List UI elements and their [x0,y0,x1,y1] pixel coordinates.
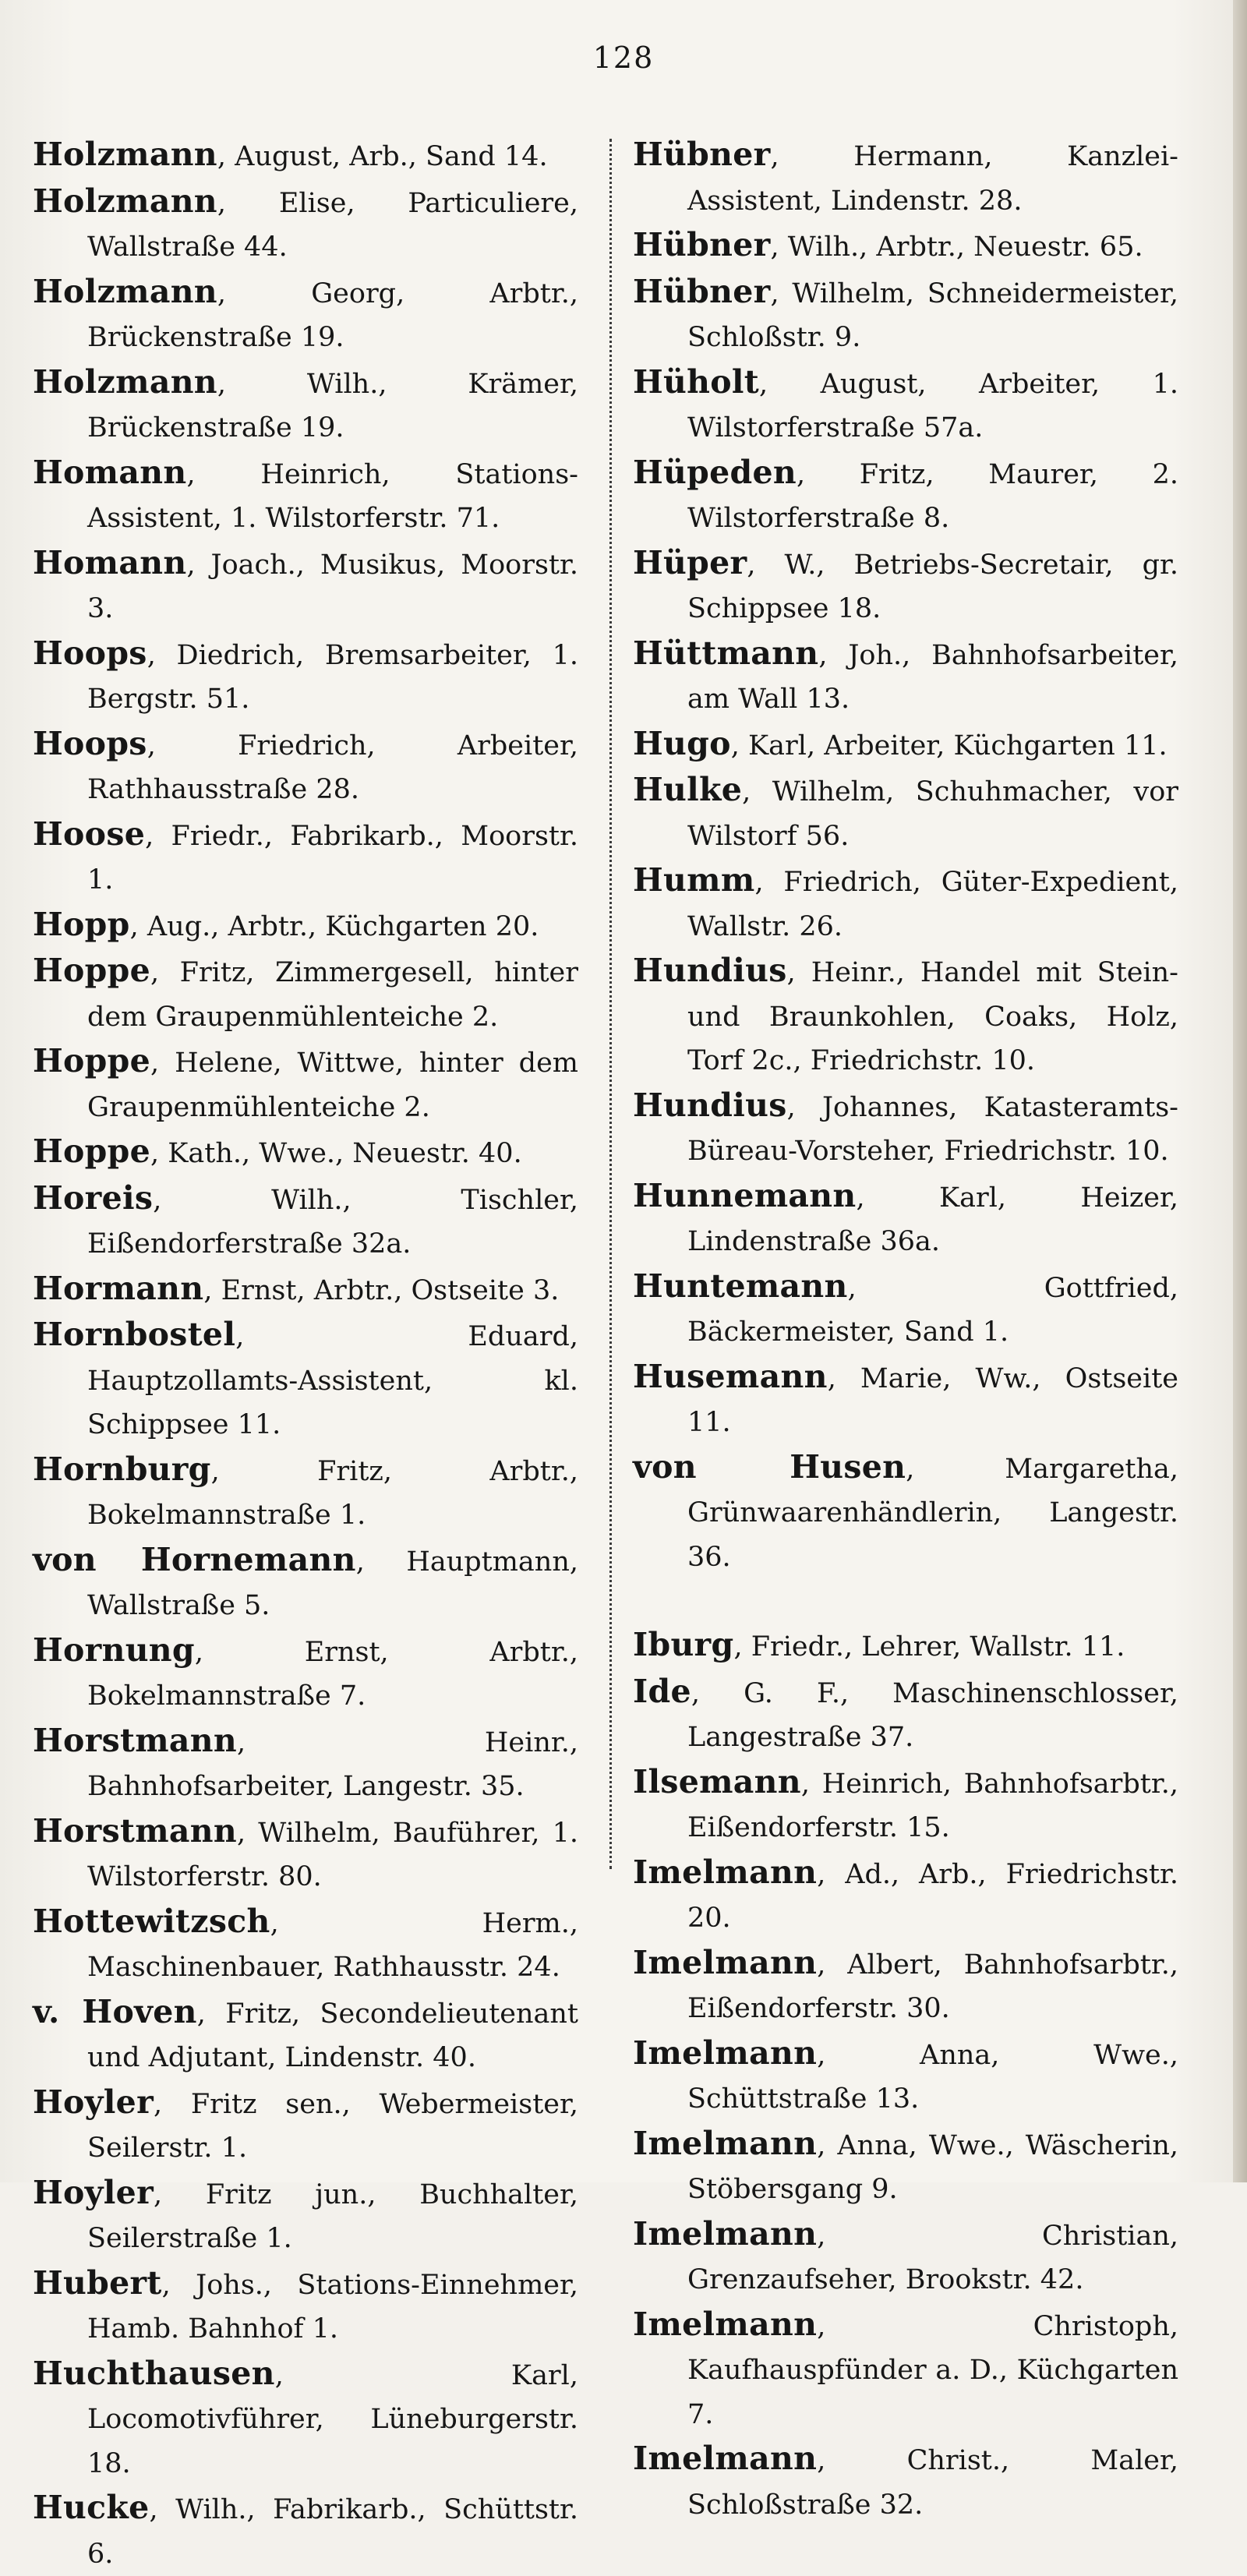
directory-entry [33,360,578,451]
entry-surname: Hormann [33,1269,204,1307]
entry-surname: Horstmann [33,1811,237,1850]
directory-entry [33,179,578,270]
column-divider [609,139,612,1869]
entry-details: , Helene, Wittwe, hinter dem Graupenmühlenteiche 2. [87,1048,578,1123]
directory-entry [633,1174,1178,1264]
entry-surname: Hoose [33,814,146,853]
entry-details: , Anna, Wwe., Wäscherin, Stöbersgang 9. [687,2129,1178,2205]
entry-details: , Diedrich, Bremsarbeiter, 1. Bergstr. 51. [87,639,578,715]
directory-entry [33,1628,578,1719]
entry-details: , Hermann, Kanzlei-Assistent, Lindenstr. 28. [687,141,1178,217]
directory-entry [633,768,1178,858]
entry-surname: Hüholt [633,362,760,401]
entry-surname: Hornung [33,1631,195,1669]
entry-details: , Joh., Bahnhofsarbeiter, am Wall 13. [687,639,1178,715]
directory-entry [633,858,1178,949]
entry-surname: Holzmann [33,136,217,173]
entry-surname: Hoyler [33,2083,154,2121]
right-column [633,133,1178,2527]
directory-entry [633,631,1178,722]
directory-entry [633,722,1178,769]
entry-details: , Margaretha, Grünwaarenhändlerin, Langestr. 36. [687,1453,1179,1573]
entry-surname: Imelmann [633,2214,818,2253]
entry-details: , Friedr., Lehrer, Wallstr. 11. [733,1631,1125,1663]
entry-details: , Wilhelm, Bauführer, 1. Wilstorferstr. 80. [87,1817,578,1892]
directory-entry [33,2080,578,2171]
entry-details: , Wilhelm, Schneidermeister, Schloßstr. 9. [687,277,1178,353]
entry-surname: Ide [633,1672,691,1710]
entry-details: , Friedr., Fabrikarb., Moorstr. 1. [87,820,578,896]
directory-entry [33,2261,578,2352]
entry-details: , Heinrich, Stations-Assistent, 1. Wilstorferstr. 71. [87,458,578,534]
entry-details: , Heinr., Bahnhofsarbeiter, Langestr. 35. [87,1726,578,1802]
directory-entry [33,949,578,1039]
directory-entry [33,722,578,812]
directory-entry [633,2031,1178,2122]
entry-surname: v. Hoven [33,1992,197,2030]
entry-details: , Joach., Musikus, Moorstr. 3. [87,549,578,624]
entry-surname: Imelmann [633,2124,818,2162]
entry-details: , Ernst, Arbtr., Bokelmannstraße 7. [87,1636,578,1712]
directory-entry [33,451,578,541]
entry-surname: Homann [33,543,187,581]
entry-details: , August, Arbeiter, 1. Wilstorferstraße 57a. [687,368,1178,443]
directory-entry [33,1990,578,2080]
entry-details: , G. F., Maschinenschlosser, Langestraße 37. [687,1677,1178,1753]
entry-details: , Fritz sen., Webermeister, Seilerstr. 1. [87,2088,578,2164]
directory-entry [33,1899,578,1990]
entry-surname: Hoyler [33,2173,154,2211]
entry-surname: Hulke [633,771,743,808]
entry-details: , Heinrich, Bahnhofsarbtr., Eißendorferstr. 15. [687,1768,1178,1843]
entry-details: , Ernst, Arbtr., Ostseite 3. [203,1274,560,1306]
entry-surname: Hoppe [33,1042,151,1080]
entry-surname: Hübner [633,136,771,173]
entry-surname: von Husen [633,1447,906,1486]
directory-entry [633,2302,1178,2437]
entry-details: , Albert, Bahnhofsarbtr., Eißendorferstr. 30. [687,1949,1178,2024]
directory-entry [633,949,1178,1083]
entry-details: , Christoph, Kaufhauspfünder a. D., Küchgarten 7. [687,2310,1178,2430]
entry-surname: Husemann [633,1357,828,1395]
entry-surname: Hornburg [33,1450,211,1488]
entry-surname: von Hornemann [33,1540,356,1578]
entry-details: , Johannes, Katasteramts-Büreau-Vorsteher, Friedrichstr. 10. [687,1091,1178,1167]
entry-details: , Wilhelm, Schuhmacher, vor Wilstorf 56. [687,776,1178,852]
entry-surname: Iburg [633,1626,734,1663]
entry-details: , Karl, Locomotivführer, Lüneburgerstr. 18. [87,2359,578,2479]
entry-surname: Holzmann [33,272,217,310]
entry-surname: Humm [633,861,755,899]
entry-surname: Ilsemann [633,1762,801,1800]
directory-entry [33,2352,578,2486]
left-column [33,133,578,2576]
entry-surname: Hübner [633,226,771,263]
entry-surname: Hoppe [33,1133,151,1170]
entry-surname: Imelmann [633,2305,818,2343]
entry-details: , Wilh., Arbtr., Neuestr. 65. [770,231,1143,263]
entry-surname: Hundius [633,952,787,989]
entry-surname: Hottewitzsch [33,1902,270,1940]
entry-details: , Wilh., Fabrikarb., Schüttstr. 6. [87,2494,578,2570]
entry-details: , Karl, Heizer, Lindenstraße 36a. [687,1182,1178,1257]
entry-details: , Fritz, Arbtr., Bokelmannstraße 1. [87,1455,578,1531]
directory-entry [33,1809,578,1899]
directory-entry [633,1850,1178,1941]
entry-surname: Hoppe [33,952,151,989]
directory-entry [633,1670,1178,1760]
entry-details: , Anna, Wwe., Schüttstraße 13. [687,2039,1178,2115]
entry-details: , Marie, Ww., Ostseite 11. [687,1362,1178,1438]
entry-details: , Karl, Arbeiter, Küchgarten 11. [730,730,1168,761]
entry-details: , W., Betriebs-Secretair, gr. Schippsee 18. [687,549,1178,624]
entry-details: , Fritz, Secondelieutenant und Adjutant, Lindenstr. 40. [87,1998,578,2073]
entry-surname: Imelmann [633,1943,818,1981]
directory-entry [633,541,1178,631]
entry-details: , Heinr., Handel mit Stein- und Braunkohlen, Coaks, Holz, Torf 2c., Friedrichstr. 10. [687,957,1178,1076]
entry-surname: Hoops [33,724,147,762]
directory-entry [633,2212,1178,2302]
directory-entry [33,1447,578,1538]
entry-surname: Hübner [633,272,771,310]
directory-entry [33,1176,578,1267]
entry-details: , Georg, Arbtr., Brückenstraße 19. [87,277,578,353]
entry-details: , Wilh., Krämer, Brückenstraße 19. [87,368,578,443]
directory-entry [633,451,1178,541]
directory-entry [633,1623,1178,1670]
entry-details: , Ad., Arb., Friedrichstr. 20. [687,1858,1178,1934]
entry-details: , Eduard, Hauptzollamts-Assistent, kl. Schippsee 11. [87,1321,578,1440]
entry-details: , Elise, Particuliere, Wallstraße 44. [87,187,578,263]
entry-details: , Fritz, Maurer, 2. Wilstorferstraße 8. [687,458,1178,534]
directory-entry [633,1445,1178,1580]
directory-entry [33,631,578,722]
entry-surname: Hüpeden [633,453,797,491]
directory-entry [33,1719,578,1809]
entry-surname: Hunnemann [633,1176,857,1214]
entry-surname: Hornbostel [33,1316,236,1353]
entry-details: , August, Arb., Sand 14. [217,141,548,172]
directory-entry [633,1941,1178,2031]
entry-surname: Imelmann [633,2440,818,2477]
entry-details: , Gottfried, Bäckermeister, Sand 1. [687,1272,1178,1348]
directory-entry [633,1264,1178,1355]
entry-surname: Huchthausen [33,2354,275,2392]
directory-entry [33,812,578,903]
entry-details: , Friedrich, Güter-Expedient, Wallstr. 26. [687,867,1178,942]
entry-surname: Imelmann [633,1853,818,1891]
entry-surname: Hucke [33,2489,150,2526]
entry-surname: Hugo [633,724,731,762]
directory-entry [33,1129,578,1176]
directory-entry [33,1267,578,1313]
entry-details: , Hauptmann, Wallstraße 5. [87,1546,578,1621]
directory-entry [33,541,578,631]
entry-surname: Holzmann [33,182,217,220]
entry-details: , Christian, Grenzaufseher, Brookstr. 42. [687,2220,1178,2295]
directory-entry [633,133,1178,223]
entry-surname: Horstmann [33,1721,237,1759]
page-number: 128 [592,41,655,75]
directory-entry [33,1538,578,1628]
entry-details: , Christ., Maler, Schloßstraße 32. [687,2445,1178,2521]
directory-entry [33,133,578,179]
entry-surname: Hüttmann [633,634,819,672]
entry-surname: Imelmann [633,2034,818,2072]
entry-surname: Hüper [633,543,747,581]
directory-entry [633,270,1178,360]
entry-surname: Hoops [33,634,147,672]
entry-surname: Homann [33,453,187,491]
entry-surname: Hopp [33,905,130,943]
entry-surname: Hubert [33,2263,162,2302]
entry-surname: Hundius [633,1086,787,1124]
directory-entry [633,2436,1178,2527]
directory-entry [33,1039,578,1129]
entry-details: , Wilh., Tischler, Eißendorferstraße 32a. [87,1184,578,1260]
directory-entry [33,2486,578,2576]
entry-details: , Friedrich, Arbeiter, Rathhausstraße 28. [87,730,578,805]
directory-entry [633,223,1178,270]
entry-details: , Kath., Wwe., Neuestr. 40. [150,1138,522,1169]
directory-entry [633,2122,1178,2212]
entry-surname: Holzmann [33,362,217,401]
directory-entry [33,903,578,949]
entry-surname: Huntemann [633,1267,848,1305]
directory-entry [633,1083,1178,1174]
entry-details: , Herm., Maschinenbauer, Rathhausstr. 24. [87,1907,578,1983]
entry-details: , Johs., Stations-Einnehmer, Hamb. Bahnhof 1. [87,2269,578,2345]
entry-details: , Aug., Arbtr., Küchgarten 20. [129,910,539,942]
directory-entry [633,1760,1178,1850]
entry-details: , Fritz, Zimmergesell, hinter dem Graupenmühlenteiche 2. [87,957,578,1033]
page-binding-edge [1233,0,1247,2182]
entry-surname: Horeis [33,1178,154,1217]
entry-details: , Fritz jun., Buchhalter, Seilerstraße 1. [87,2178,578,2254]
directory-entry [33,2171,578,2261]
directory-entry [633,1355,1178,1445]
directory-entry [33,270,578,360]
directory-entry [633,360,1178,451]
directory-entry [33,1313,578,1447]
